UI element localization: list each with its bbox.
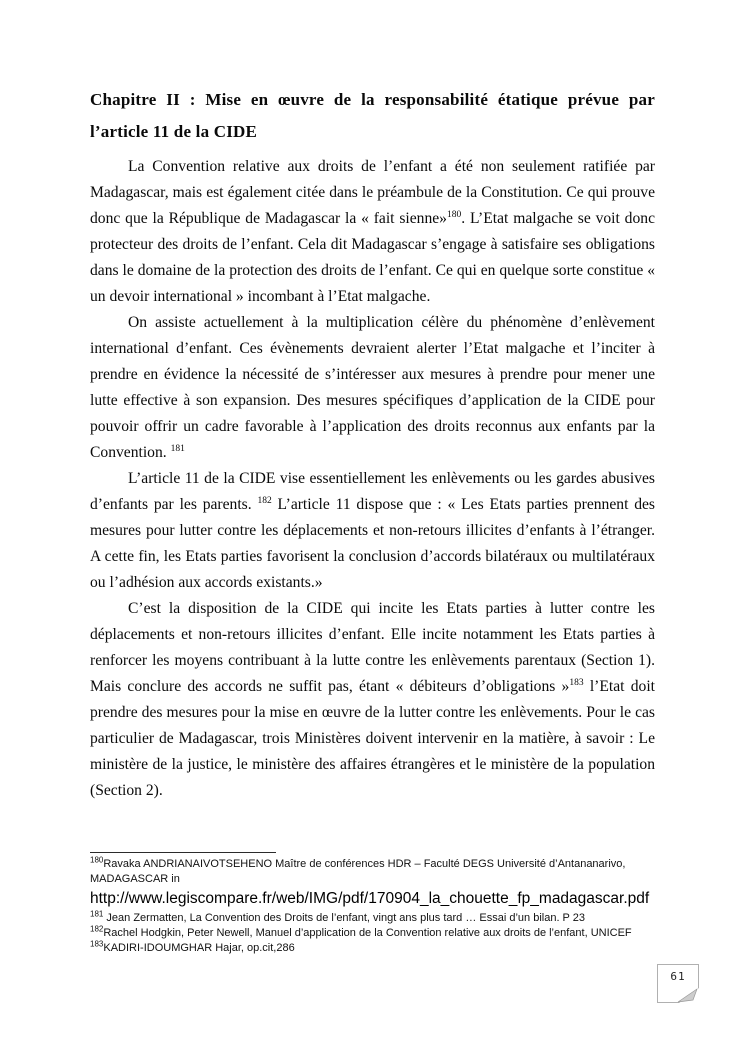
footnote-separator bbox=[90, 852, 276, 853]
chapter-heading: Chapitre II : Mise en œuvre de la responsabilité étatique prévue par l’article 11 de la CIDE bbox=[90, 90, 655, 141]
footnote-text-180: Ravaka ANDRIANAIVOTSEHENO Maître de conférences HDR – Faculté DEGS Université d’Antananarivo, MADAGASCAR in bbox=[90, 858, 626, 885]
page-number: 61 bbox=[670, 970, 686, 983]
footnote-text-183: KADIRI-IDOUMGHAR Hajar, op.cit,286 bbox=[103, 942, 295, 954]
page-number-badge bbox=[657, 964, 699, 1003]
footnote-url-link[interactable]: http://www.legiscompare.fr/web/IMG/pdf/170904_la_chouette_fp_madagascar.pdf bbox=[90, 890, 650, 907]
footnote-text-182: Rachel Hodgkin, Peter Newell, Manuel d’application de la Convention relative aux droits de l’enfant, UNICEF bbox=[103, 927, 632, 939]
footnote-marker-181: 181 bbox=[90, 909, 104, 919]
paragraph-2: On assiste actuellement à la multiplication célère du phénomène d’enlèvement international d’enfant. Ces évènements devraient alerter l’Etat malgache et l’inciter à prendre en évidence la nécessité de s’intéresser aux mesures à prendre pour mener une lutte effective à son expansion. Des mesures spécifiques d’application de la CIDE pour pouvoir offrir un cadre favorable à l’application des droits reconnus aux enfants par la Convention. $^{181}$ bbox=[90, 314, 655, 461]
page-content bbox=[90, 84, 655, 804]
footnote-181 bbox=[90, 911, 702, 926]
paragraph-3: L’article 11 de la CIDE vise essentiellement les enlèvements ou les gardes abusives d’enfants par les parents. $^{182}$ L’article 11 dispose que : « Les Etats parties prennent des mesures pour lutter contre les déplacements et non-retours illicites d’enfants à l’étranger. A cette fin, les Etats parties favorisent la conclusion d’accords bilatéraux ou multilatéraux ou l’adhésion aux accords existants.» bbox=[90, 470, 656, 591]
footnote-marker-182: 182 bbox=[90, 924, 104, 934]
footnote-183 bbox=[90, 941, 702, 956]
footnote-180 bbox=[90, 857, 702, 887]
paragraph-4: C’est la disposition de la CIDE qui incite les Etats parties à lutter contre les déplacements et non-retours illicites d’enfant. Elle incite notamment les Etats parties à renforcer les moyens contribuant à la lutte contre les enlèvements parentaux (Section 1). Mais conclure des accords ne suffit pas, étant « débiteurs d’obligations »$^{183}$ l’Etat doit prendre des mesures pour la mise en œuvre de la lutter contre les enlèvements. Pour le cas particulier de Madagascar, trois Ministères doivent intervenir en la matière, à savoir : Le ministère de la justice, le ministère des affaires étrangères et le ministère de la population (Section 2). bbox=[90, 600, 655, 799]
footnote-ref: 181 bbox=[170, 443, 185, 454]
footnotes-section bbox=[90, 852, 702, 956]
footnote-ref: 182 bbox=[257, 495, 272, 506]
footnote-marker-180: 180 bbox=[90, 855, 104, 865]
page-curl-icon bbox=[677, 987, 699, 1003]
paragraph-1: La Convention relative aux droits de l’enfant a été non seulement ratifiée par Madagascar, mais est également citée dans le préambule de la Constitution. Ce qui prouve donc que la République de Madagascar la « fait sienne»$^{180}$. L’Etat malgache se voit donc protecteur des droits de l’enfant. Cela dit Madagascar s’engage à satisfaire ses obligations dans le domaine de la protection des droits de l’enfant. Ce qui en quelque sorte constitue « un devoir international » incombant à l’Etat malgache. bbox=[90, 158, 655, 305]
footnote-marker-183: 183 bbox=[90, 939, 104, 949]
footnote-ref: 180 bbox=[446, 209, 462, 220]
footnote-text-181: Jean Zermatten, La Convention des Droits de l’enfant, vingt ans plus tard … Essai d’un bilan. P 23 bbox=[103, 912, 585, 924]
footnote-ref: 183 bbox=[569, 677, 584, 688]
footnote-182 bbox=[90, 926, 702, 941]
